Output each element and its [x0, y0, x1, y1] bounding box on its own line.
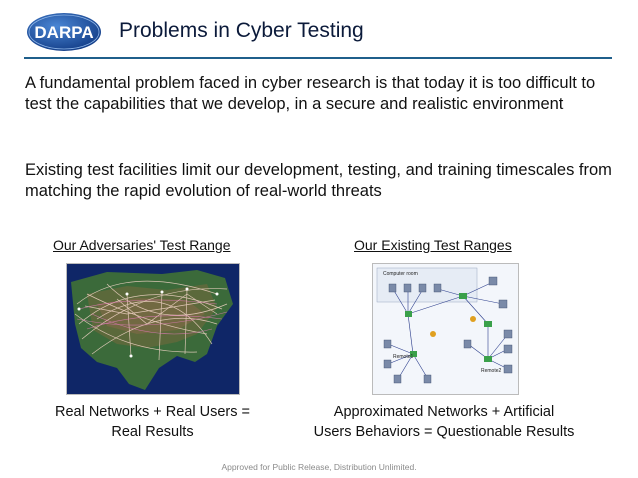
- slide-title: Problems in Cyber Testing: [119, 19, 364, 42]
- existing-caption-line1: Approximated Networks + Artificial: [333, 404, 555, 420]
- release-footer: Approved for Public Release, Distribution Unlimited.: [221, 462, 417, 472]
- darpa-logo-text: DARPA: [34, 23, 94, 42]
- existing-ranges-caption: [296, 402, 592, 442]
- test-range-network-diagram: [372, 263, 519, 395]
- remote2-label: Remote2: [481, 368, 502, 374]
- existing-ranges-heading: Our Existing Test Ranges: [354, 237, 512, 253]
- title-divider: [24, 57, 612, 59]
- facilities-paragraph: Existing test facilities limit our development, testing, and training timescales from matching the rapid evolution of real-world threats: [25, 161, 612, 200]
- us-network-map-image: [66, 263, 240, 395]
- adversaries-range-heading: Our Adversaries' Test Range: [53, 237, 231, 253]
- adversaries-caption: [30, 402, 275, 442]
- adversaries-caption-line2: Real Results: [111, 424, 194, 440]
- existing-caption-line2: Users Behaviors = Questionable Results: [313, 424, 575, 440]
- computer-room-label: Computer room: [383, 271, 418, 277]
- remote1-label: Remote1: [393, 354, 414, 360]
- problem-paragraph: A fundamental problem faced in cyber research is that today it is too difficult to test the capabilities that we develop, in a secure and realistic environment: [25, 74, 596, 113]
- darpa-logo: [26, 12, 102, 52]
- adversaries-caption-line1: Real Networks + Real Users =: [54, 404, 250, 420]
